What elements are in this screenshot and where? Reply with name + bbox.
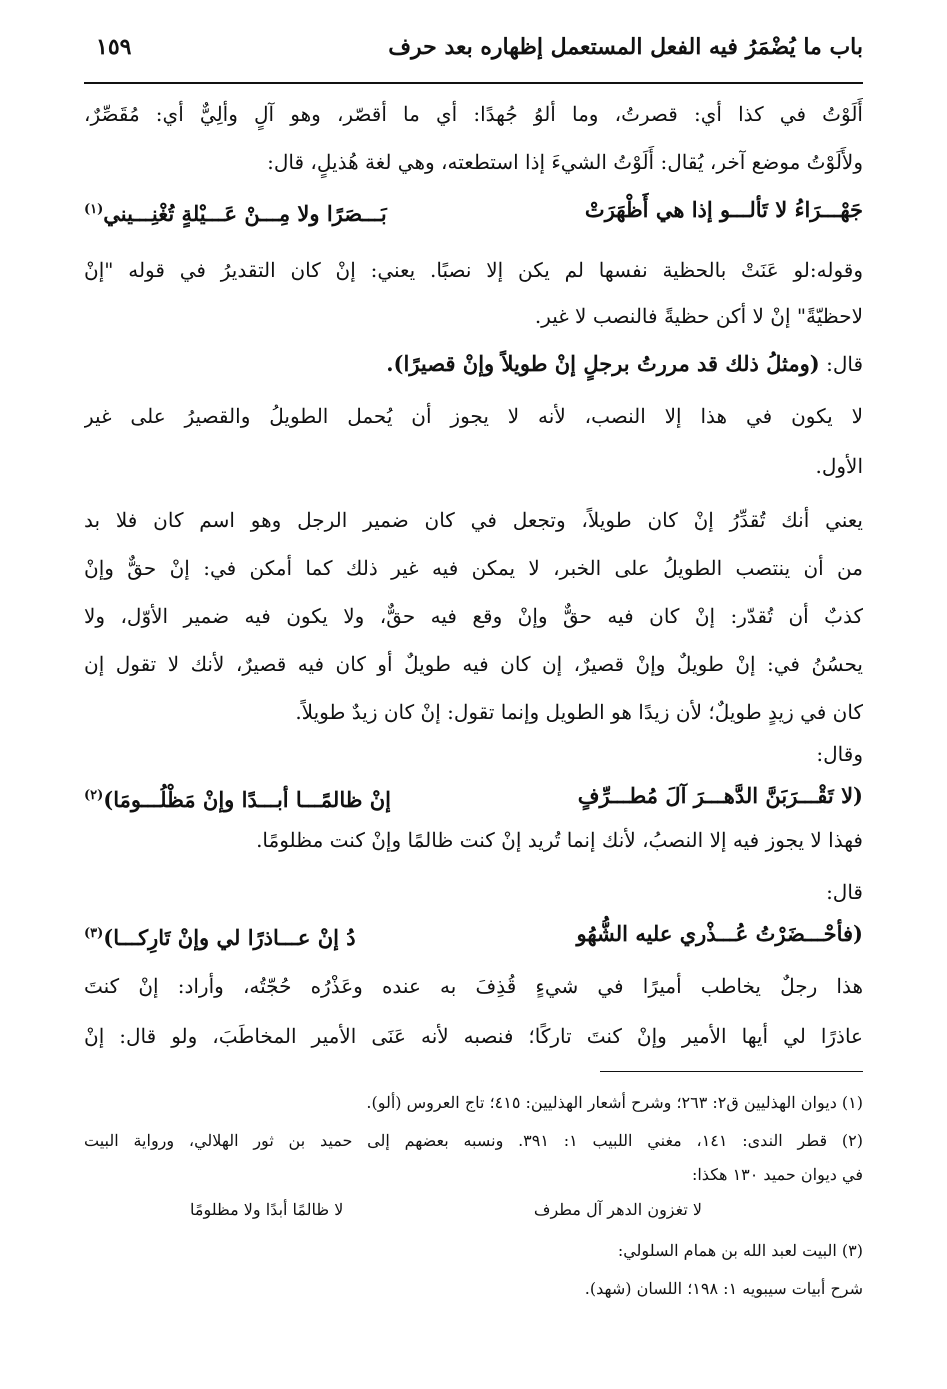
verse-2 [84, 776, 863, 816]
paragraph-line: هذا رجلٌ يخاطب أميرًا في شيءٍ قُذِفَ به عنده وعَذْرُه حُجّتُه، وأراد: إنْ كنتَ [84, 974, 863, 998]
verse-hemistich-right: (لا تَقْـــرَبَنَّ الدَّهـــرَ آلَ مُطـــرِّفٍ [577, 783, 863, 808]
verse-hemistich-left: دُ إنْ عـــاذرًا لي وإنْ تَارِكـــا)$^{(٣)}$ [84, 925, 356, 950]
page-number: ١٥٩ [96, 34, 132, 60]
paragraph-line: عاذرًا لي أيها الأمير وإنْ كنتَ تاركًا؛ فنصبه لأنه عَنَى الأمير المخاطَبَ، ولو قال: إنْ [84, 1024, 863, 1048]
paragraph-line: فهذا لا يجوز فيه إلا النصبُ، لأنك إنما تُريد إنْ كنت ظالمًا وإنْ كنت مظلومًا. [256, 828, 863, 852]
footnote-marker: (٢) [84, 788, 104, 803]
paragraph-line: وقال: [816, 742, 863, 766]
paragraph-line: من أن ينتصب الطويلُ على الخبر، لا يمكن فيه غير ذلك كما أمكن في: إنْ حقٌّ وإنْ [84, 556, 863, 580]
verse-hemistich-left: بَـــصَرًا ولا مِـــنْ عَـــيْلةٍ تُغْنِـــيني$^{(١)}$ [84, 201, 387, 226]
paragraph-line: قال: [826, 880, 863, 904]
footnote-3: (٣) البيت لعبد الله بن همام السلولي: [617, 1241, 863, 1260]
paragraph-line: كذبٌ أن تُقدّر: إنْ كان فيه حقٌّ وإنْ وقع فيه حقٌّ، ولا يكون فيه ضمير الأوّل، ولا [84, 604, 863, 628]
verse-hemistich-right: (فأحْـــضَرْتُ عُـــذْري عليه الشُّهُو [576, 921, 863, 946]
footnote-1: (١) ديوان الهذليين ق٢: ٢٦٣؛ وشرح أشعار الهذليين: ٤١٥؛ تاج العروس (ألو). [366, 1093, 863, 1112]
footnote-marker: (٣) [84, 926, 104, 941]
verse-hemistich-left: إنْ ظالمًـــا أبـــدًا وإنْ مَظْلُـــومَا)$^{(٢)}$ [84, 787, 392, 812]
paragraph-line: الأول. [815, 454, 863, 478]
footnote-verse-right: لا تغزون الدهر آل مطرف [533, 1200, 702, 1219]
paragraph-line: كان في زيدٍ طويلٌ؛ لأن زيدًا هو الطويل وإنما تقول: إنْ كان زيدٌ طويلاً. [295, 700, 863, 724]
footnote-verse-left: لا ظالمًا أبدًا ولا مظلومًا [190, 1200, 344, 1219]
verse-hemistich-right: جَهْـــرَاءُ لا تَألـــو إذا هي أَظْهَرَتْ [584, 197, 863, 222]
paragraph-line: لا يكون في هذا إلا النصب، لأنه لا يجوز أن يُحمل الطويلُ والقصيرُ على غير [84, 404, 863, 428]
verse-3 [84, 914, 863, 954]
paragraph-line: لاحظيّةً" إنْ لا أكن حظيةً فالنصب لا غير. [534, 304, 863, 328]
quoted-statement: قال: (ومثلُ ذلك قد مررتُ برجلٍ إنْ طويلاً وإنْ قصيرًا). [386, 351, 863, 376]
footnote-3-continued: شرح أبيات سيبويه ١: ١٩٨؛ اللسان (شهد). [584, 1279, 863, 1298]
paragraph-line: ولأَلَوْتُ موضع آخر، يُقال: أَلَوْتُ الشيءَ إذا استطعته، وهي لغة هُذيلٍ، قال: [267, 150, 863, 174]
paragraph-line: وقوله:لو عَنَتْ بالحظية نفسها لم يكن إلا نصبًا. يعني: إنْ كان التقديرُ في قوله "إنْ [84, 258, 863, 282]
running-header [96, 34, 863, 78]
header-rule [84, 82, 863, 84]
verse-1 [84, 190, 863, 230]
footnote-marker: (١) [84, 202, 104, 217]
paragraph-line: يعني أنك تُقدِّرُ إنْ كان طويلاً، وتجعل في كان ضمير الرجل وهو اسم كان فلا بد [84, 508, 863, 532]
paragraph-line: أَلَوْتُ في كذا أي: قصرتُ، وما ألوُ جُهدًا: أي ما أقصّر، وهو آلٍ وألِيٌّ أي: مُقَصِّرٌ، [84, 102, 863, 126]
paragraph-line: يحسُنُ في: إنْ طويلٌ وإنْ قصيرٌ، إن كان فيه طويلٌ أو كان فيه قصيرٌ، لأنك لا تقول إن [84, 652, 863, 676]
footnote-2: (٢) قطر الندى: ١٤١، مغني اللبيب ١: ٣٩١. ونسبه بعضهم إلى حميد بن ثور الهلالي، ورواية البيت [84, 1131, 863, 1150]
footnote-rule [600, 1071, 863, 1072]
chapter-title: باب ما يُضْمَرُ فيه الفعل المستعمل إظهاره بعد حرف [388, 34, 863, 60]
footnote-2-continued: في ديوان حميد ١٣٠ هكذا: [691, 1165, 863, 1184]
